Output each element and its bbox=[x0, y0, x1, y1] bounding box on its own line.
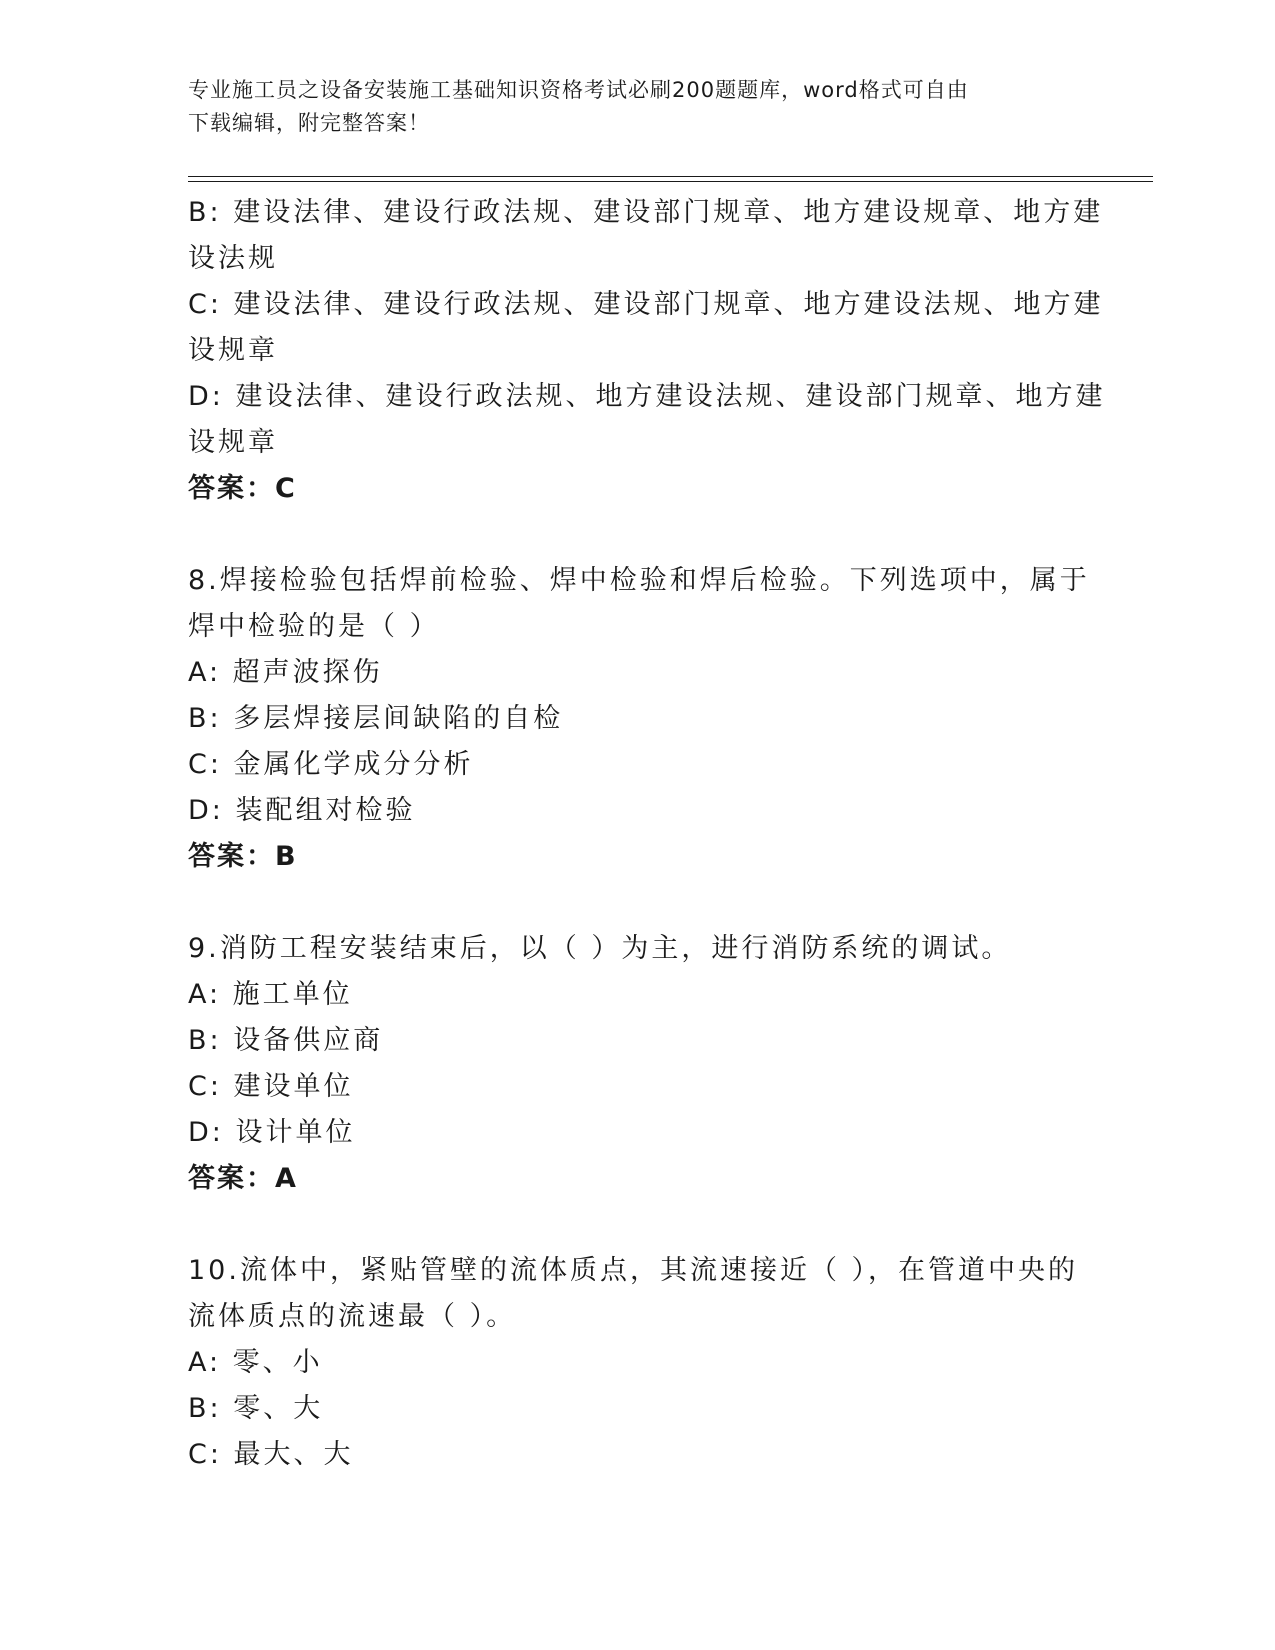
q7-option-b-cont: 设法规 bbox=[188, 243, 278, 274]
q9-option-a: A: 施工单位 bbox=[188, 979, 353, 1010]
header-line-2: 下载编辑，附完整答案！ bbox=[188, 111, 430, 135]
question-content bbox=[188, 190, 1106, 1478]
q7-option-d: D: 建设法律、建设行政法规、地方建设法规、建设部门规章、地方建 bbox=[188, 381, 1106, 412]
q7-option-b: B: 建设法律、建设行政法规、建设部门规章、地方建设规章、地方建 bbox=[188, 197, 1104, 228]
spacer bbox=[188, 512, 1088, 558]
q9-option-c: C: 建设单位 bbox=[188, 1071, 354, 1102]
q10-option-b: B: 零、大 bbox=[188, 1393, 324, 1424]
q10-stem-cont: 流体质点的流速最（ ）。 bbox=[188, 1301, 517, 1332]
q8-option-c: C: 金属化学成分分析 bbox=[188, 749, 474, 780]
q10-option-c: C: 最大、大 bbox=[188, 1439, 354, 1470]
question-10 bbox=[188, 1248, 1088, 1478]
q8-option-b: B: 多层焊接层间缺陷的自检 bbox=[188, 703, 564, 734]
question-9 bbox=[188, 926, 1088, 1202]
question-8 bbox=[188, 558, 1088, 880]
q10-option-a: A: 零、小 bbox=[188, 1347, 323, 1378]
q7-option-c-cont: 设规章 bbox=[188, 335, 278, 366]
q9-stem: 9.消防工程安装结束后，以（ ）为主，进行消防系统的调试。 bbox=[188, 933, 1012, 964]
q9-answer: 答案：A bbox=[188, 1163, 298, 1194]
document-header bbox=[188, 74, 1068, 140]
spacer bbox=[188, 880, 1088, 926]
q8-stem-cont: 焊中检验的是（ ） bbox=[188, 611, 440, 642]
q8-option-a: A: 超声波探伤 bbox=[188, 657, 383, 688]
header-divider-top bbox=[188, 176, 1153, 177]
q9-option-d: D: 设计单位 bbox=[188, 1117, 356, 1148]
q7-option-c: C: 建设法律、建设行政法规、建设部门规章、地方建设法规、地方建 bbox=[188, 289, 1104, 320]
q8-answer: 答案：B bbox=[188, 841, 298, 872]
question-7 bbox=[188, 190, 1106, 512]
header-line-1: 专业施工员之设备安装施工基础知识资格考试必刷200题题库，word格式可自由 bbox=[188, 78, 969, 102]
q8-stem: 8.焊接检验包括焊前检验、焊中检验和焊后检验。下列选项中，属于 bbox=[188, 565, 1090, 596]
q7-option-d-cont: 设规章 bbox=[188, 427, 278, 458]
q7-answer: 答案：C bbox=[188, 473, 297, 504]
q9-option-b: B: 设备供应商 bbox=[188, 1025, 384, 1056]
spacer bbox=[188, 1202, 1088, 1248]
header-divider-bottom bbox=[188, 181, 1153, 182]
q8-option-d: D: 装配组对检验 bbox=[188, 795, 416, 826]
q10-stem: 10.流体中，紧贴管壁的流体质点，其流速接近（ ），在管道中央的 bbox=[188, 1255, 1079, 1286]
